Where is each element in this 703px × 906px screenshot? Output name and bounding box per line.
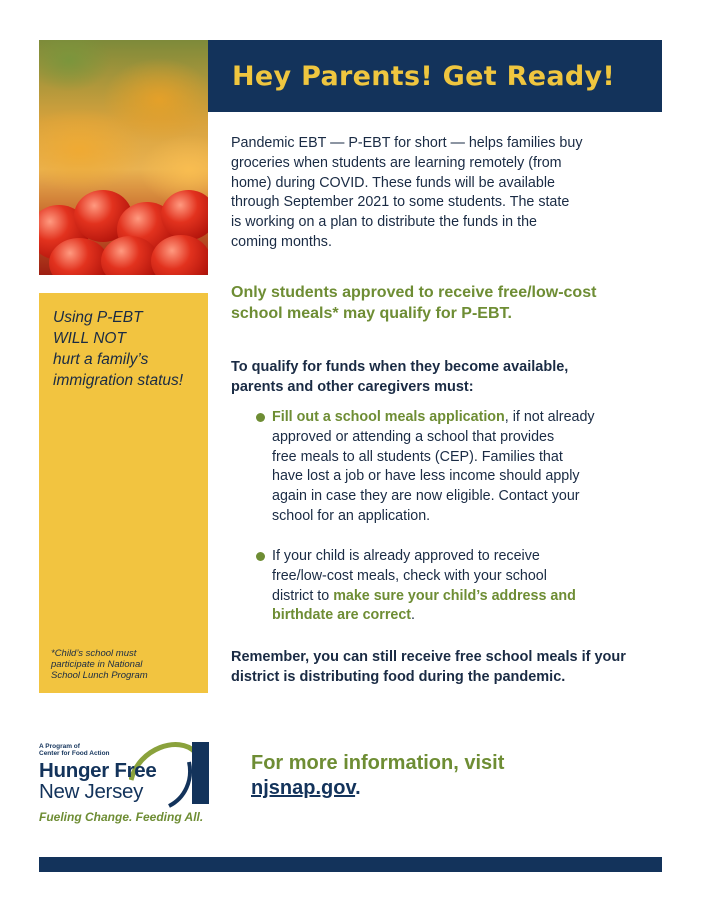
- bullet-icon: [256, 552, 265, 561]
- bullet-verify-info: If your child is already approved to receive free/low-cost meals, check with your school district to make sure your child’s address and birthdate are correct.: [256, 547, 636, 626]
- produce-photo: [39, 40, 208, 275]
- bullet-icon: [256, 413, 265, 422]
- intro-paragraph: Pandemic EBT — P-EBT for short — helps families buy groceries when students are learning remotely (from home) during COVID. These funds will be available through September 2021 to some students. The state is working on a plan to distribute the funds in the coming months.: [231, 135, 583, 250]
- footnote: *Child’s school must participate in National School Lunch Program: [51, 648, 148, 681]
- qualify-heading: To qualify for funds when they become available, parents and other caregivers must:: [231, 359, 569, 395]
- njsnap-link[interactable]: njsnap.gov: [251, 777, 356, 799]
- eligibility-highlight: Only students approved to receive free/low-cost school meals* may qualify for P-EBT.: [231, 284, 597, 322]
- immigration-callout: Using P-EBT WILL NOT hurt a family’s immigration status!: [53, 309, 184, 389]
- bullet-application: Fill out a school meals application, if not already approved or attending a school that provides free meals to all students (CEP). Families that have lost a job or have less income should apply again in case they are now eligible. Contact your school for an application.: [256, 408, 636, 527]
- sidebar-panel: [39, 293, 208, 693]
- more-info: For more information, visit njsnap.gov.: [251, 752, 505, 799]
- page-title: Hey Parents! Get Ready!: [232, 60, 615, 92]
- hunger-free-nj-logo: A Program of Center for Food Action Hunger Free New Jersey Fueling Change. Feeding All.: [39, 740, 219, 830]
- footer-bar: [39, 857, 662, 872]
- logo-block: [192, 742, 209, 804]
- remember-note: Remember, you can still receive free school meals if your district is distributing food during the pandemic.: [231, 649, 626, 685]
- header-bar: [208, 40, 662, 112]
